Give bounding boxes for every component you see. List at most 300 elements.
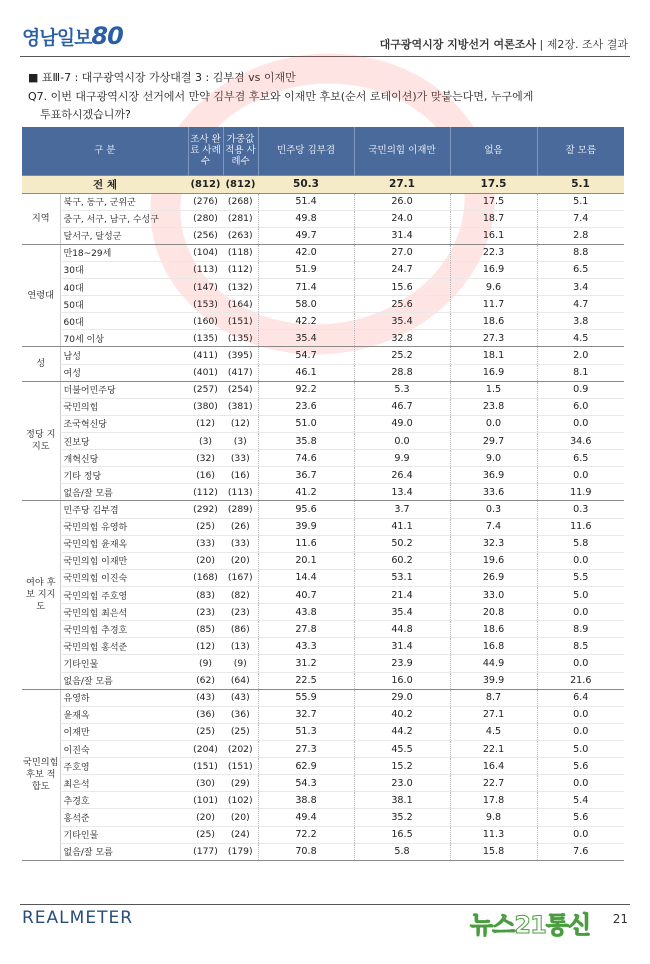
row-kim: 58.0 — [258, 296, 354, 313]
total-n1: (812) — [188, 175, 223, 193]
row-dont-know: 4.7 — [537, 296, 624, 313]
row-none: 29.7 — [450, 433, 537, 450]
row-n-complete: (36) — [188, 706, 223, 723]
table-row — [22, 347, 624, 364]
row-none: 11.3 — [450, 826, 537, 843]
table-row — [22, 313, 624, 330]
row-n-complete: (33) — [188, 535, 223, 552]
row-n-complete: (83) — [188, 587, 223, 604]
row-n-complete: (411) — [188, 347, 223, 364]
row-n-complete: (3) — [188, 433, 223, 450]
row-dont-know: 0.0 — [537, 467, 624, 484]
row-kim: 42.2 — [258, 313, 354, 330]
table-row — [22, 261, 624, 278]
row-n-weighted: (167) — [223, 569, 258, 586]
row-n-complete: (25) — [188, 826, 223, 843]
row-n-complete: (153) — [188, 296, 223, 313]
row-dont-know: 3.8 — [537, 313, 624, 330]
row-none: 17.5 — [450, 193, 537, 210]
row-label: 홍석준 — [60, 809, 188, 826]
row-label: 기타인물 — [60, 826, 188, 843]
header-rule — [20, 56, 630, 57]
table-row — [22, 723, 624, 740]
row-n-weighted: (118) — [223, 244, 258, 261]
row-kim: 11.6 — [258, 535, 354, 552]
row-n-weighted: (281) — [223, 210, 258, 227]
row-label: 국민의힘 최은석 — [60, 604, 188, 621]
row-n-complete: (32) — [188, 450, 223, 467]
table-row — [22, 552, 624, 569]
row-lee: 15.6 — [354, 279, 450, 296]
row-dont-know: 0.0 — [537, 415, 624, 432]
row-lee: 24.0 — [354, 210, 450, 227]
row-none: 44.9 — [450, 655, 537, 672]
row-kim: 51.4 — [258, 193, 354, 210]
table-row — [22, 193, 624, 210]
col-category: 구 분 — [22, 127, 188, 175]
row-label: 북구, 동구, 군위군 — [60, 193, 188, 210]
table-row — [22, 330, 624, 347]
row-n-weighted: (3) — [223, 433, 258, 450]
row-kim: 71.4 — [258, 279, 354, 296]
row-kim: 35.8 — [258, 433, 354, 450]
total-label: 전 체 — [22, 175, 188, 193]
page-header — [0, 0, 650, 62]
row-lee: 13.4 — [354, 484, 450, 501]
row-n-weighted: (33) — [223, 450, 258, 467]
row-dont-know: 11.6 — [537, 518, 624, 535]
col-n-weighted: 가중값 적용 사례수 — [223, 127, 258, 175]
row-n-complete: (101) — [188, 792, 223, 809]
table-row — [22, 279, 624, 296]
group-label: 국민의힘 후보 적합도 — [22, 689, 60, 860]
table-row — [22, 364, 624, 381]
row-dont-know: 8.1 — [537, 364, 624, 381]
row-dont-know: 6.5 — [537, 261, 624, 278]
table-row — [22, 296, 624, 313]
row-none: 16.9 — [450, 364, 537, 381]
row-n-complete: (20) — [188, 809, 223, 826]
row-n-weighted: (86) — [223, 621, 258, 638]
row-lee: 24.7 — [354, 261, 450, 278]
row-n-complete: (30) — [188, 775, 223, 792]
row-none: 32.3 — [450, 535, 537, 552]
row-kim: 49.4 — [258, 809, 354, 826]
row-lee: 35.4 — [354, 313, 450, 330]
row-dont-know: 0.0 — [537, 723, 624, 740]
row-lee: 15.2 — [354, 758, 450, 775]
row-none: 22.7 — [450, 775, 537, 792]
row-n-complete: (380) — [188, 398, 223, 415]
row-lee: 53.1 — [354, 569, 450, 586]
row-label: 개혁신당 — [60, 450, 188, 467]
table-row — [22, 501, 624, 518]
row-n-weighted: (102) — [223, 792, 258, 809]
row-none: 4.5 — [450, 723, 537, 740]
question-line-2: 투표하시겠습니까? — [40, 108, 131, 121]
row-n-complete: (135) — [188, 330, 223, 347]
group-label: 지역 — [22, 193, 60, 244]
row-n-weighted: (13) — [223, 638, 258, 655]
row-lee: 26.4 — [354, 467, 450, 484]
row-none: 23.8 — [450, 398, 537, 415]
row-label: 국민의힘 윤재옥 — [60, 535, 188, 552]
table-row — [22, 689, 624, 706]
table-row — [22, 843, 624, 860]
news21-text: 뉴스21통신 — [470, 911, 591, 939]
row-dont-know: 6.0 — [537, 398, 624, 415]
row-none: 16.1 — [450, 227, 537, 244]
row-kim: 31.2 — [258, 655, 354, 672]
row-lee: 5.8 — [354, 843, 450, 860]
row-lee: 23.9 — [354, 655, 450, 672]
total-n2: (812) — [223, 175, 258, 193]
row-n-weighted: (82) — [223, 587, 258, 604]
row-lee: 49.0 — [354, 415, 450, 432]
row-label: 국민의힘 유영하 — [60, 518, 188, 535]
row-dont-know: 0.3 — [537, 501, 624, 518]
row-lee: 40.2 — [354, 706, 450, 723]
row-kim: 38.8 — [258, 792, 354, 809]
row-none: 9.6 — [450, 279, 537, 296]
row-n-weighted: (151) — [223, 758, 258, 775]
row-none: 18.6 — [450, 621, 537, 638]
row-kim: 51.9 — [258, 261, 354, 278]
row-none: 17.8 — [450, 792, 537, 809]
col-kim: 민주당 김부겸 — [258, 127, 354, 175]
row-label: 더불어민주당 — [60, 381, 188, 398]
row-lee: 26.0 — [354, 193, 450, 210]
table-row — [22, 587, 624, 604]
row-n-weighted: (263) — [223, 227, 258, 244]
row-n-complete: (23) — [188, 604, 223, 621]
row-kim: 27.3 — [258, 741, 354, 758]
row-kim: 40.7 — [258, 587, 354, 604]
row-none: 15.8 — [450, 843, 537, 860]
newspaper-logo — [22, 22, 123, 50]
row-kim: 51.3 — [258, 723, 354, 740]
row-dont-know: 0.0 — [537, 706, 624, 723]
row-n-complete: (280) — [188, 210, 223, 227]
col-dont-know: 잘 모름 — [537, 127, 624, 175]
table-row — [22, 741, 624, 758]
table-header-row — [22, 127, 624, 175]
row-none: 7.4 — [450, 518, 537, 535]
row-n-weighted: (23) — [223, 604, 258, 621]
row-n-complete: (104) — [188, 244, 223, 261]
row-none: 33.6 — [450, 484, 537, 501]
row-dont-know: 0.0 — [537, 775, 624, 792]
row-label: 없음/잘 모름 — [60, 484, 188, 501]
row-dont-know: 4.5 — [537, 330, 624, 347]
row-kim: 74.6 — [258, 450, 354, 467]
row-kim: 39.9 — [258, 518, 354, 535]
row-n-weighted: (33) — [223, 535, 258, 552]
table-row — [22, 621, 624, 638]
row-lee: 31.4 — [354, 638, 450, 655]
row-dont-know: 5.6 — [537, 809, 624, 826]
row-lee: 21.4 — [354, 587, 450, 604]
row-lee: 35.4 — [354, 604, 450, 621]
row-n-complete: (16) — [188, 467, 223, 484]
row-kim: 70.8 — [258, 843, 354, 860]
row-n-complete: (9) — [188, 655, 223, 672]
row-lee: 38.1 — [354, 792, 450, 809]
total-row — [22, 175, 624, 193]
row-n-complete: (160) — [188, 313, 223, 330]
group-label: 성 — [22, 347, 60, 381]
row-n-weighted: (43) — [223, 689, 258, 706]
table-row — [22, 826, 624, 843]
row-kim: 55.9 — [258, 689, 354, 706]
row-dont-know: 5.6 — [537, 758, 624, 775]
row-dont-know: 2.8 — [537, 227, 624, 244]
question-line-1: Q7. 이번 대구광역시장 선거에서 만약 김부겸 후보와 이재만 후보(순서 로테이션)가 맞붙는다면, 누구에게 — [28, 90, 534, 103]
row-dont-know: 8.9 — [537, 621, 624, 638]
col-n-complete: 조사 완료 사례수 — [188, 127, 223, 175]
table-row — [22, 758, 624, 775]
header-title — [380, 36, 628, 52]
row-none: 9.0 — [450, 450, 537, 467]
row-none: 20.8 — [450, 604, 537, 621]
row-label: 국민의힘 — [60, 398, 188, 415]
group-label: 여야 후보 지지도 — [22, 501, 60, 689]
logo-text: 영남일보 — [22, 27, 92, 49]
row-n-weighted: (202) — [223, 741, 258, 758]
row-n-complete: (276) — [188, 193, 223, 210]
row-n-complete: (168) — [188, 569, 223, 586]
row-dont-know: 0.0 — [537, 826, 624, 843]
row-kim: 32.7 — [258, 706, 354, 723]
row-lee: 28.8 — [354, 364, 450, 381]
row-n-complete: (12) — [188, 638, 223, 655]
row-label: 기타인물 — [60, 655, 188, 672]
realmeter-logo: REALMETER — [22, 908, 133, 928]
total-c1: 50.3 — [258, 175, 354, 193]
table-row — [22, 535, 624, 552]
row-n-weighted: (164) — [223, 296, 258, 313]
row-n-weighted: (135) — [223, 330, 258, 347]
row-n-weighted: (151) — [223, 313, 258, 330]
row-n-weighted: (26) — [223, 518, 258, 535]
header-separator: | — [539, 38, 544, 51]
total-c2: 27.1 — [354, 175, 450, 193]
row-n-complete: (113) — [188, 261, 223, 278]
results-table — [22, 127, 624, 861]
table-row — [22, 210, 624, 227]
row-lee: 5.3 — [354, 381, 450, 398]
row-label: 이진숙 — [60, 741, 188, 758]
row-kim: 92.2 — [258, 381, 354, 398]
row-label: 60대 — [60, 313, 188, 330]
row-kim: 27.8 — [258, 621, 354, 638]
col-none: 없음 — [450, 127, 537, 175]
row-label: 최은석 — [60, 775, 188, 792]
row-label: 만18~29세 — [60, 244, 188, 261]
row-label: 국민의힘 주호영 — [60, 587, 188, 604]
row-label: 없음/잘 모름 — [60, 672, 188, 689]
row-dont-know: 0.0 — [537, 552, 624, 569]
row-kim: 54.7 — [258, 347, 354, 364]
row-label: 국민의힘 이재만 — [60, 552, 188, 569]
row-dont-know: 0.0 — [537, 604, 624, 621]
table-row — [22, 775, 624, 792]
row-n-weighted: (395) — [223, 347, 258, 364]
row-n-weighted: (179) — [223, 843, 258, 860]
row-lee: 25.2 — [354, 347, 450, 364]
row-label: 추경호 — [60, 792, 188, 809]
row-label: 유영하 — [60, 689, 188, 706]
row-kim: 23.6 — [258, 398, 354, 415]
row-label: 40대 — [60, 279, 188, 296]
row-kim: 22.5 — [258, 672, 354, 689]
row-label: 국민의힘 홍석준 — [60, 638, 188, 655]
report-title: 대구광역시장 지방선거 여론조사 — [379, 38, 537, 51]
row-kim: 49.8 — [258, 210, 354, 227]
row-dont-know: 5.0 — [537, 587, 624, 604]
row-kim: 35.4 — [258, 330, 354, 347]
row-n-weighted: (24) — [223, 826, 258, 843]
group-label: 연령대 — [22, 244, 60, 347]
row-n-complete: (401) — [188, 364, 223, 381]
table-row — [22, 518, 624, 535]
row-n-weighted: (381) — [223, 398, 258, 415]
table-row — [22, 227, 624, 244]
row-n-weighted: (289) — [223, 501, 258, 518]
row-dont-know: 7.6 — [537, 843, 624, 860]
row-lee: 41.1 — [354, 518, 450, 535]
table-title: ■ 표Ⅲ-7 : 대구광역시장 가상대결 3 : 김부겸 vs 이재만 — [28, 71, 296, 84]
table-row — [22, 381, 624, 398]
row-lee: 32.8 — [354, 330, 450, 347]
row-label: 윤재옥 — [60, 706, 188, 723]
row-kim: 41.2 — [258, 484, 354, 501]
row-label: 조국혁신당 — [60, 415, 188, 432]
row-n-complete: (25) — [188, 518, 223, 535]
row-kim: 20.1 — [258, 552, 354, 569]
table-row — [22, 792, 624, 809]
table-row — [22, 569, 624, 586]
row-label: 이재만 — [60, 723, 188, 740]
row-n-weighted: (36) — [223, 706, 258, 723]
row-n-weighted: (20) — [223, 809, 258, 826]
row-n-complete: (43) — [188, 689, 223, 706]
row-kim: 51.0 — [258, 415, 354, 432]
row-lee: 50.2 — [354, 535, 450, 552]
row-none: 1.5 — [450, 381, 537, 398]
row-none: 18.6 — [450, 313, 537, 330]
row-none: 27.3 — [450, 330, 537, 347]
row-dont-know: 6.5 — [537, 450, 624, 467]
row-lee: 31.4 — [354, 227, 450, 244]
row-n-weighted: (25) — [223, 723, 258, 740]
row-lee: 3.7 — [354, 501, 450, 518]
row-none: 16.9 — [450, 261, 537, 278]
row-lee: 27.0 — [354, 244, 450, 261]
row-n-complete: (292) — [188, 501, 223, 518]
row-none: 18.7 — [450, 210, 537, 227]
row-none: 39.9 — [450, 672, 537, 689]
row-label: 중구, 서구, 남구, 수성구 — [60, 210, 188, 227]
row-label: 국민의힘 이진숙 — [60, 569, 188, 586]
table-row — [22, 809, 624, 826]
row-n-weighted: (64) — [223, 672, 258, 689]
row-none: 0.3 — [450, 501, 537, 518]
table-row — [22, 433, 624, 450]
row-n-complete: (25) — [188, 723, 223, 740]
row-label: 주호영 — [60, 758, 188, 775]
row-label: 남성 — [60, 347, 188, 364]
row-dont-know: 0.9 — [537, 381, 624, 398]
row-none: 19.6 — [450, 552, 537, 569]
row-n-weighted: (29) — [223, 775, 258, 792]
row-n-complete: (20) — [188, 552, 223, 569]
row-lee: 0.0 — [354, 433, 450, 450]
row-kim: 72.2 — [258, 826, 354, 843]
row-kim: 43.8 — [258, 604, 354, 621]
total-c3: 17.5 — [450, 175, 537, 193]
row-n-complete: (147) — [188, 279, 223, 296]
row-lee: 60.2 — [354, 552, 450, 569]
row-dont-know: 5.8 — [537, 535, 624, 552]
row-lee: 35.2 — [354, 809, 450, 826]
row-kim: 42.0 — [258, 244, 354, 261]
row-dont-know: 8.5 — [537, 638, 624, 655]
row-none: 11.7 — [450, 296, 537, 313]
col-lee: 국민의힘 이재만 — [354, 127, 450, 175]
row-lee: 23.0 — [354, 775, 450, 792]
row-n-complete: (257) — [188, 381, 223, 398]
row-n-complete: (177) — [188, 843, 223, 860]
row-dont-know: 6.4 — [537, 689, 624, 706]
row-label: 50대 — [60, 296, 188, 313]
row-none: 36.9 — [450, 467, 537, 484]
table-row — [22, 467, 624, 484]
row-none: 26.9 — [450, 569, 537, 586]
row-label: 민주당 김부겸 — [60, 501, 188, 518]
news21-watermark — [470, 905, 590, 940]
row-dont-know: 11.9 — [537, 484, 624, 501]
row-dont-know: 2.0 — [537, 347, 624, 364]
row-n-weighted: (112) — [223, 261, 258, 278]
table-row — [22, 415, 624, 432]
row-none: 22.1 — [450, 741, 537, 758]
row-n-weighted: (20) — [223, 552, 258, 569]
row-dont-know: 5.0 — [537, 741, 624, 758]
row-n-complete: (12) — [188, 415, 223, 432]
row-n-weighted: (268) — [223, 193, 258, 210]
row-dont-know: 5.4 — [537, 792, 624, 809]
row-n-weighted: (417) — [223, 364, 258, 381]
row-label: 국민의힘 추경호 — [60, 621, 188, 638]
row-none: 22.3 — [450, 244, 537, 261]
row-none: 16.8 — [450, 638, 537, 655]
row-dont-know: 3.4 — [537, 279, 624, 296]
row-n-weighted: (9) — [223, 655, 258, 672]
row-n-complete: (112) — [188, 484, 223, 501]
row-dont-know: 21.6 — [537, 672, 624, 689]
row-kim: 14.4 — [258, 569, 354, 586]
row-n-weighted: (132) — [223, 279, 258, 296]
row-label: 70세 이상 — [60, 330, 188, 347]
table-row — [22, 672, 624, 689]
row-n-complete: (85) — [188, 621, 223, 638]
logo-number: 80 — [91, 22, 123, 50]
row-n-complete: (62) — [188, 672, 223, 689]
row-n-weighted: (254) — [223, 381, 258, 398]
row-n-weighted: (16) — [223, 467, 258, 484]
row-dont-know: 34.6 — [537, 433, 624, 450]
